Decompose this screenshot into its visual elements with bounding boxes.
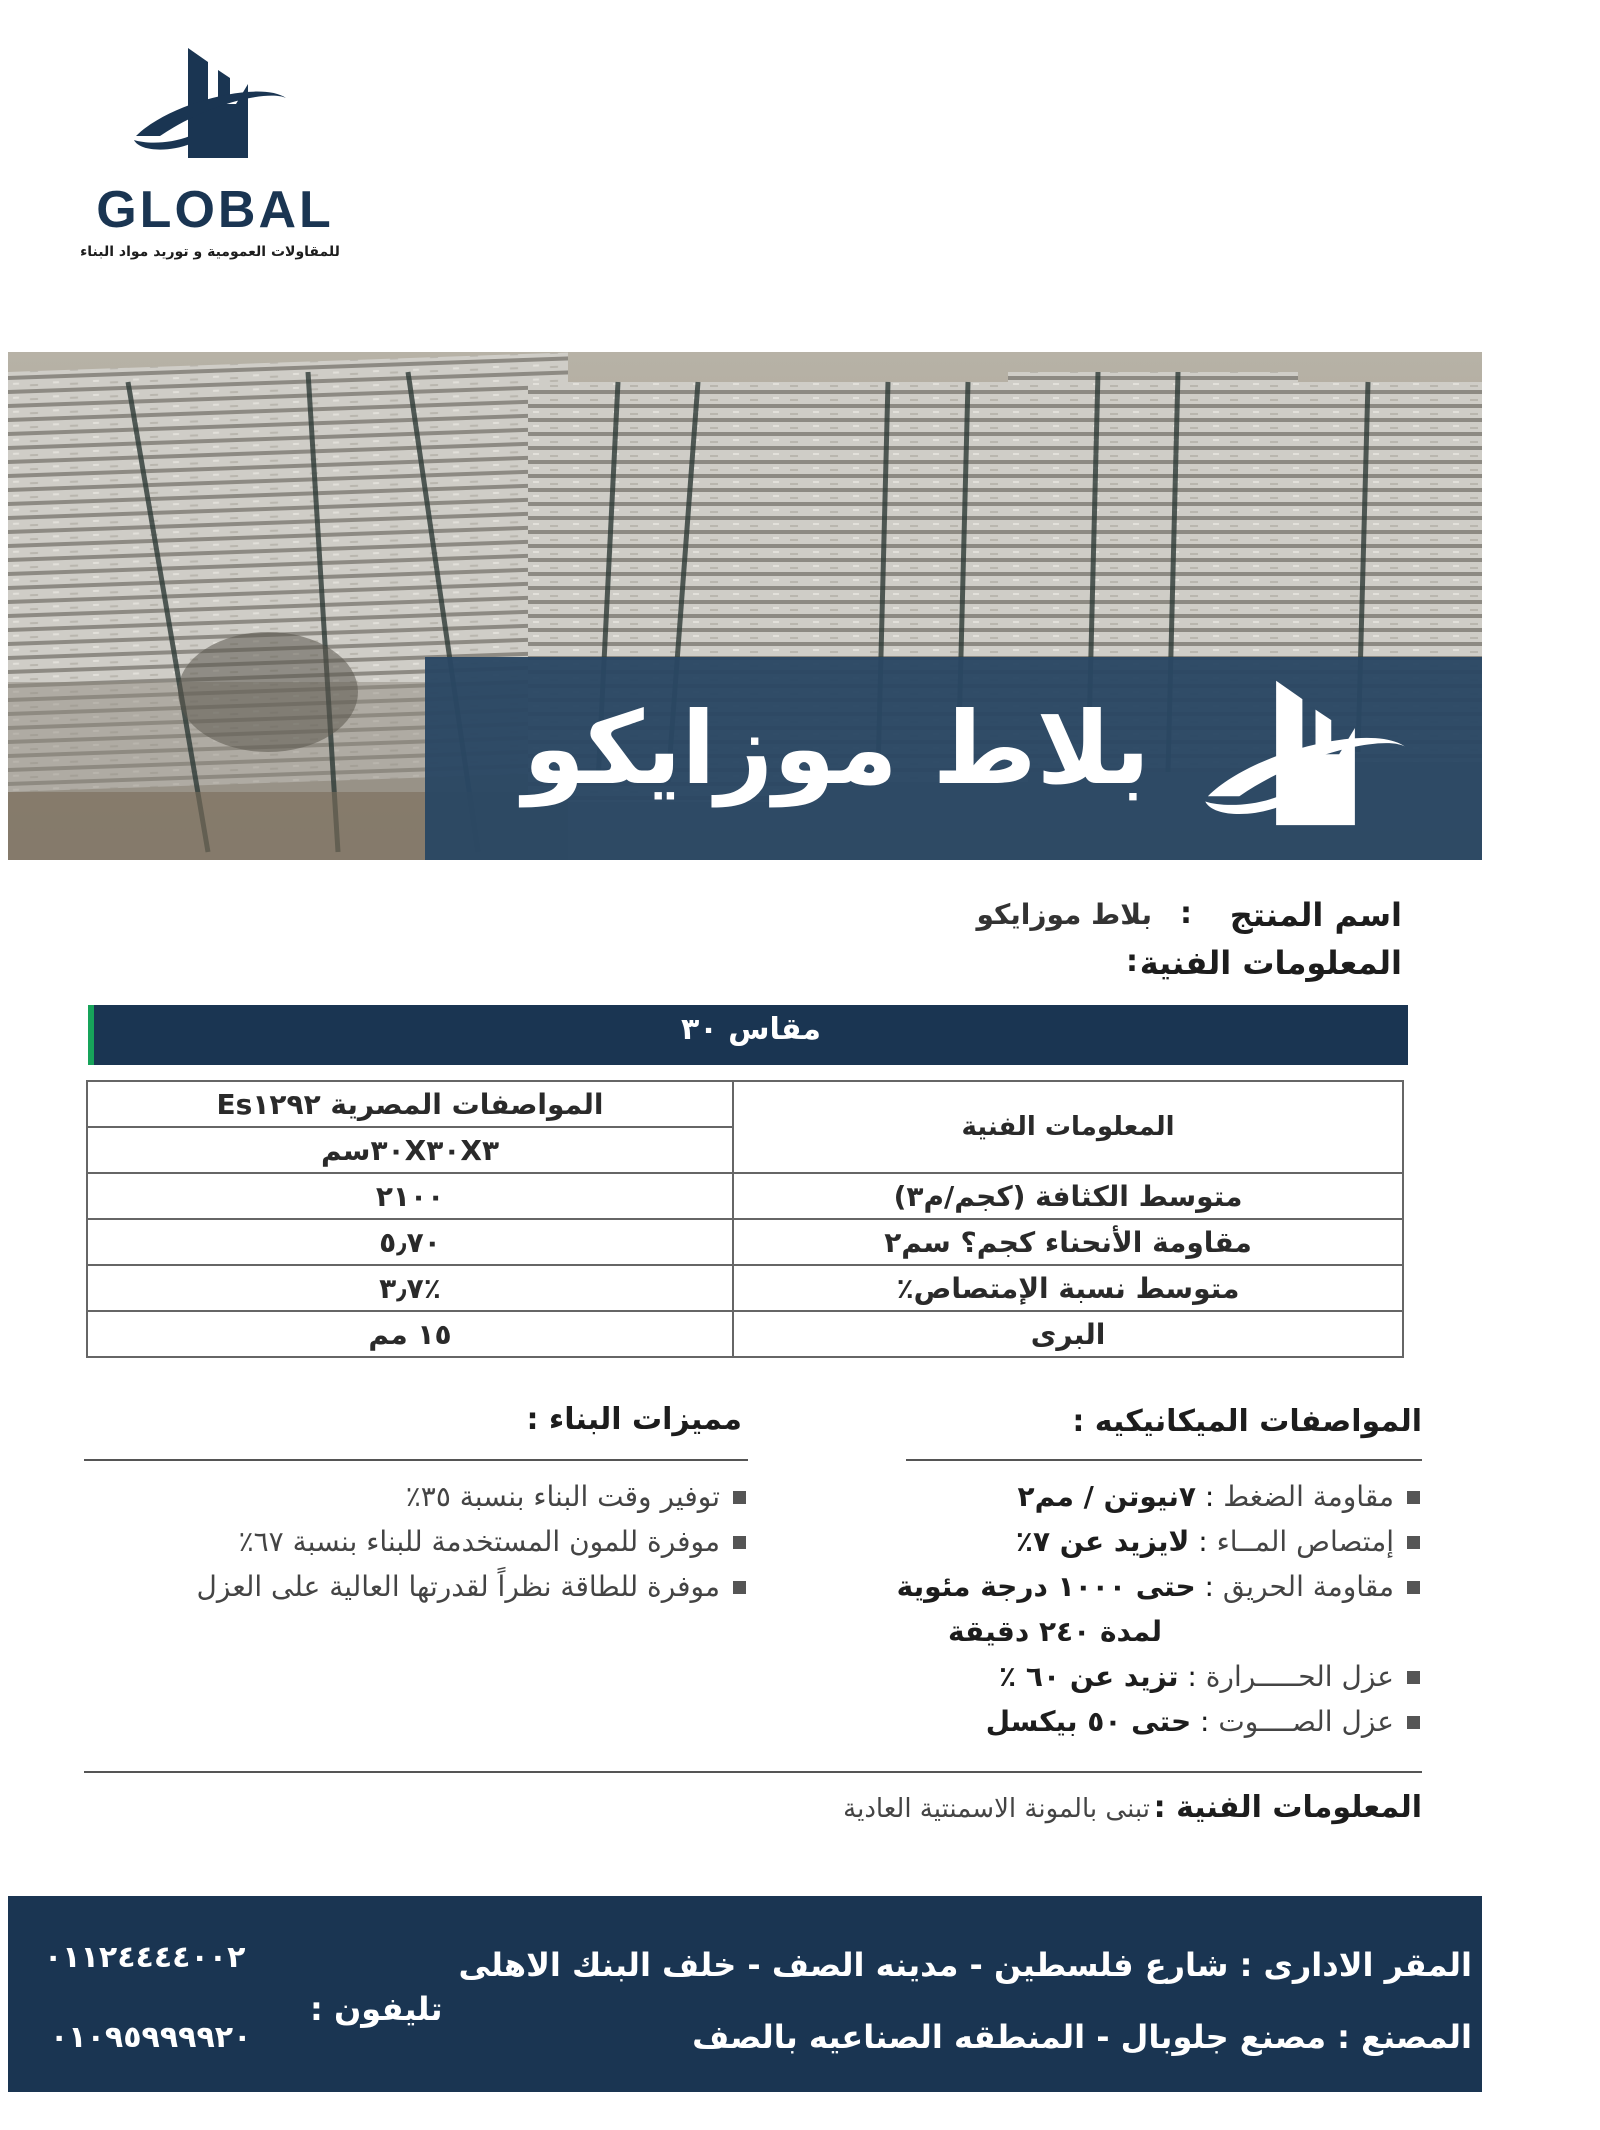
mechanical-heading: المواصفات الميكانيكيه : — [1072, 1404, 1422, 1439]
global-logo-white-icon — [1200, 668, 1410, 843]
table-cell-value: ١٥ مم — [87, 1311, 733, 1357]
brand-name: GLOBAL — [96, 181, 334, 239]
bullet-icon — [733, 1491, 746, 1504]
table-row — [87, 1081, 1403, 1127]
list-item: مقاومة الضغط : ٧نيوتن / مم٢ — [722, 1474, 1422, 1519]
footer-phone-1: ٠١١٢٤٤٤٤٠٠٢ — [44, 1940, 246, 1975]
hero-title: بلاط موزايكو — [522, 690, 1150, 807]
list-item-continuation: لمدة ٢٤٠ دقيقة — [947, 1615, 1162, 1648]
brand-tagline: للمقاولات العمومية و توريد مواد البناء — [80, 244, 340, 260]
table-cell-value: ٥٫٧٠ — [87, 1219, 733, 1265]
footer-phone-2: ٠١٠٩٥٩٩٩٩٢٠ — [50, 2020, 252, 2055]
table-cell-label: متوسط الكثافة (كجم/م٣) — [733, 1173, 1403, 1219]
size-title: مقاس ٣٠ — [681, 1012, 821, 1047]
tech-note-value: تبنى بالمونة الاسمنتية العادية — [843, 1794, 1150, 1824]
product-name-colon: : — [1180, 896, 1192, 931]
benefits-divider — [84, 1459, 748, 1461]
spec-table — [86, 1080, 1404, 1358]
table-row — [87, 1173, 1403, 1219]
table-header-right: المعلومات الفنية — [733, 1081, 1403, 1173]
list-item: إمتصاص المــاء : لايزيد عن ٧٪ — [722, 1519, 1422, 1564]
bullet-icon — [733, 1536, 746, 1549]
table-row — [87, 1265, 1403, 1311]
table-row — [87, 1219, 1403, 1265]
list-item: موفرة للطاقة نظراً لقدرتها العالية على العزل — [48, 1564, 748, 1609]
tech-note-label: المعلومات الفنية : — [1153, 1790, 1422, 1825]
tech-note-divider — [84, 1771, 1422, 1773]
bullet-icon — [1407, 1716, 1420, 1729]
footer — [8, 1896, 1482, 2092]
list-item: موفرة للمون المستخدمة للبناء بنسبة ٦٧٪ — [48, 1519, 748, 1564]
benefits-list — [48, 1474, 748, 1609]
bullet-icon — [733, 1581, 746, 1594]
footer-phone-label: تليفون : — [310, 1990, 443, 2028]
table-cell-value: ٪٣٫٧ — [87, 1265, 733, 1311]
benefits-heading: مميزات البناء : — [526, 1402, 742, 1437]
mechanical-list — [722, 1474, 1422, 1744]
product-name-label: اسم المنتج — [1229, 896, 1402, 934]
table-cell-value: ٢١٠٠ — [87, 1173, 733, 1219]
bullet-icon — [1407, 1581, 1420, 1594]
list-item: عزل الحـــــرارة : تزيد عن ٦٠ ٪ — [722, 1654, 1422, 1699]
footer-factory-address: المصنع : مصنع جلوبال - المنطقه الصناعيه بالصف — [692, 2018, 1472, 2056]
list-item: مقاومة الحريق : حتى ١٠٠٠ درجة مئوية — [722, 1564, 1422, 1609]
global-logo-icon — [130, 40, 290, 170]
product-name-value: بلاط موزايكو — [976, 898, 1152, 931]
table-cell-label: مقاومة الأنحناء كجم؟ سم٢ — [733, 1219, 1403, 1265]
tech-info-colon: : — [1126, 944, 1138, 979]
table-cell-label: البرى — [733, 1311, 1403, 1357]
bullet-icon — [1407, 1536, 1420, 1549]
bullet-icon — [1407, 1491, 1420, 1504]
footer-hq-address: المقر الادارى : شارع فلسطين - مدينه الصف - خلف البنك الاهلى — [458, 1946, 1472, 1984]
table-row — [87, 1311, 1403, 1357]
tech-info-label: المعلومات الفنية — [1139, 944, 1402, 982]
list-item: عزل الصــــوت : حتى ٥٠ بيكسل — [722, 1699, 1422, 1744]
table-header-left-2: ٣٠X٣٠X٣سم — [87, 1127, 733, 1173]
table-cell-label: متوسط نسبة الإمتصاص٪ — [733, 1265, 1403, 1311]
table-header-left-1: المواصفات المصرية Es١٢٩٢ — [87, 1081, 733, 1127]
bullet-icon — [1407, 1671, 1420, 1684]
list-item: توفير وقت البناء بنسبة ٣٥٪ — [48, 1474, 748, 1519]
mechanical-divider — [906, 1459, 1422, 1461]
